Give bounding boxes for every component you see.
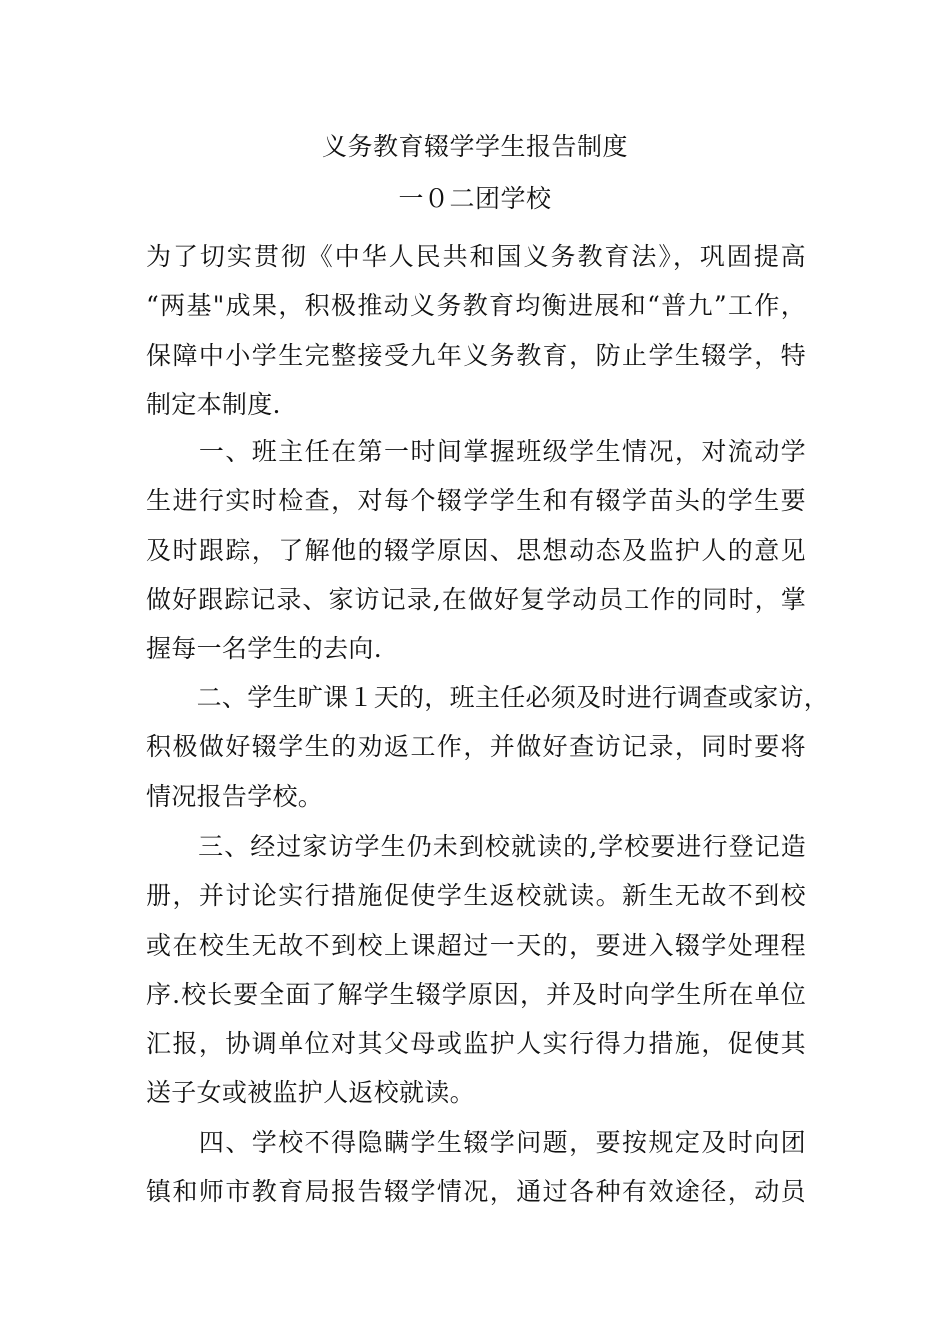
paragraph-item-2 xyxy=(146,673,830,821)
paragraph-intro xyxy=(146,232,806,429)
paragraph-line: 制定本制度. xyxy=(146,389,281,419)
paragraph-line: 积极做好辍学生的劝返工作，并做好查访记录，同时要将 xyxy=(146,732,806,762)
document-subtitle: 一０二团学校 xyxy=(398,184,552,213)
paragraph-line: “两基"成果，积极推动义务教育均衡进展和“普九”工作， xyxy=(146,291,806,321)
paragraph-line: 做好跟踪记录、家访记录,在做好复学动员工作的同时，掌 xyxy=(146,584,806,614)
paragraph-line: 序.校长要全面了解学生辍学原因，并及时向学生所在单位 xyxy=(146,979,806,1009)
paragraph-line: 或在校生无故不到校上课超过一天的，要进入辍学处理程 xyxy=(146,930,806,960)
paragraph-line: 生进行实时检查，对每个辍学学生和有辍学苗头的学生要 xyxy=(146,486,806,516)
paragraph-line: 册，并讨论实行措施促使学生返校就读。新生无故不到校 xyxy=(146,881,806,911)
paragraph-item-4 xyxy=(146,1118,806,1217)
paragraph-line: 握每一名学生的去向. xyxy=(146,634,382,664)
paragraph-line: 情况报告学校。 xyxy=(146,781,324,811)
paragraph-item-3 xyxy=(146,822,806,1118)
paragraph-item-1 xyxy=(146,427,806,673)
paragraph-line: 二、学生旷课１天的，班主任必须及时进行调查或家访， xyxy=(146,683,830,712)
paragraph-line: 及时跟踪，了解他的辍学原因、思想动态及监护人的意见 xyxy=(146,535,806,565)
paragraph-line: 为了切实贯彻《中华人民共和国义务教育法》，巩固提高 xyxy=(146,242,806,271)
paragraph-line: 汇报，协调单位对其父母或监护人实行得力措施，促使其 xyxy=(146,1029,806,1059)
paragraph-line: 四、学校不得隐瞒学生辍学问题，要按规定及时向团 xyxy=(146,1128,806,1157)
paragraph-line: 一、班主任在第一时间掌握班级学生情况，对流动学 xyxy=(146,437,806,466)
paragraph-line: 保障中小学生完整接受九年义务教育，防止学生辍学，特 xyxy=(146,340,806,370)
paragraph-line: 镇和师市教育局报告辍学情况，通过各种有效途径，动员 xyxy=(146,1177,806,1207)
paragraph-line: 送子女或被监护人返校就读。 xyxy=(146,1078,475,1108)
paragraph-line: 三、经过家访学生仍未到校就读的,学校要进行登记造 xyxy=(146,832,806,861)
document-title: 义务教育辍学学生报告制度 xyxy=(321,132,628,161)
